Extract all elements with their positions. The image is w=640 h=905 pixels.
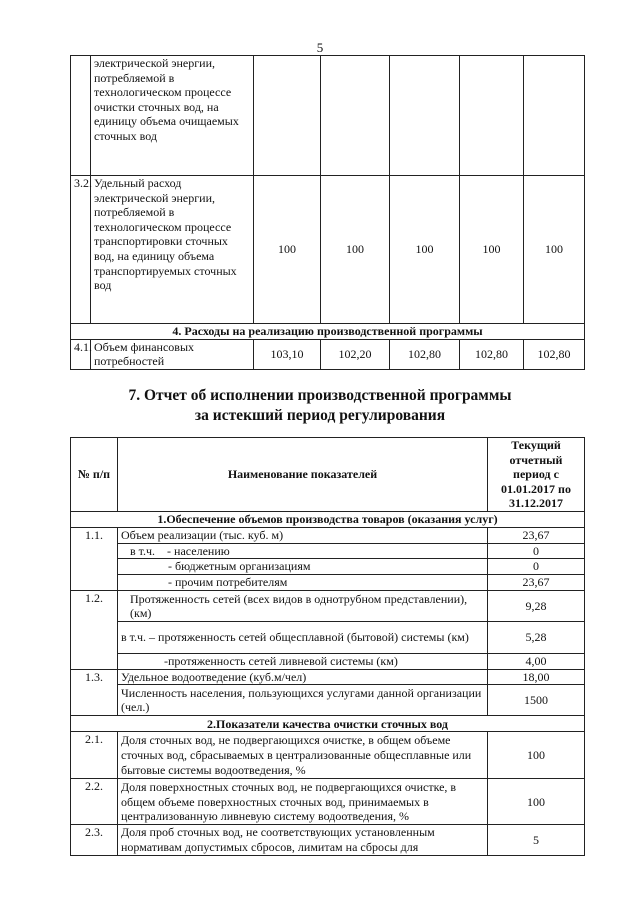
- cell-value: 0: [488, 559, 585, 575]
- page-number: 5: [316, 40, 324, 55]
- header-period: Текущий отчетный период с 01.01.2017 по 31.12.2017: [488, 438, 585, 512]
- table-row: [71, 654, 585, 670]
- cell-value: 102,20: [321, 339, 390, 369]
- cell-value: [460, 56, 524, 176]
- cell-value: 23,67: [488, 527, 585, 543]
- cell-value: 102,80: [460, 339, 524, 369]
- row-name: Доля поверхностных сточных вод, не подвергающихся очистке, в общем объеме поверхностных сточных вод, принимаемых в централизованную ливневую систему водоотведения, %: [118, 779, 488, 825]
- row-name: Удельное водоотведение (куб.м/чел): [118, 669, 488, 685]
- table-row: [71, 339, 585, 369]
- table-row: [71, 559, 585, 575]
- table-row: [71, 56, 585, 176]
- cell-value: 102,80: [390, 339, 460, 369]
- cell-value: [390, 56, 460, 176]
- table-row: [71, 779, 585, 825]
- section-title: 1.Обеспечение объемов производства товаров (оказания услуг): [71, 511, 585, 527]
- row-name: Объем реализации (тыс. куб. м): [118, 527, 488, 543]
- row-number: 1.2.: [71, 591, 118, 670]
- cell-value: 100: [460, 176, 524, 324]
- row-name: Объем финансовых потребностей: [91, 339, 254, 369]
- row-name: в т.ч. - населению: [118, 543, 488, 559]
- table-row: [71, 543, 585, 559]
- cell-value: 0: [488, 543, 585, 559]
- row-number: [71, 56, 91, 176]
- cell-value: 4,00: [488, 654, 585, 670]
- table-row: [71, 575, 585, 591]
- table-row: [71, 669, 585, 685]
- row-name: Удельный расход электрической энергии, потребляемой в технологическом процессе транспортировки сточных вод, на единицу объема транспортируемых сточных вод: [91, 176, 254, 324]
- table-row: [71, 622, 585, 654]
- row-number: 2.2.: [71, 779, 118, 825]
- cell-value: 103,10: [254, 339, 321, 369]
- section-title: 4. Расходы на реализацию производственной программы: [71, 324, 585, 340]
- cell-value: 5: [488, 825, 585, 855]
- table-row: [71, 685, 585, 716]
- table-row: [71, 825, 585, 855]
- row-name: Численность населения, пользующихся услугами данной организации (чел.): [118, 685, 488, 716]
- cell-value: [321, 56, 390, 176]
- row-number: 1.1.: [71, 527, 118, 591]
- section-heading: [0, 386, 640, 426]
- cell-value: 5,28: [488, 622, 585, 654]
- header-no: № п/п: [71, 438, 118, 512]
- row-name: - прочим потребителям: [118, 575, 488, 591]
- row-name: Доля проб сточных вод, не соответствующих установленным нормативам допустимых сбросов, лимитам на сбросы для: [118, 825, 488, 855]
- cell-value: [524, 56, 585, 176]
- cell-value: 100: [254, 176, 321, 324]
- header-name: Наименование показателей: [118, 438, 488, 512]
- row-name: Протяженность сетей (всех видов в однотрубном представлении), (км): [118, 591, 488, 622]
- table-row: [71, 732, 585, 779]
- cell-value: 100: [390, 176, 460, 324]
- row-name: - бюджетным организациям: [118, 559, 488, 575]
- cell-value: 100: [524, 176, 585, 324]
- cell-value: 102,80: [524, 339, 585, 369]
- row-number: 2.3.: [71, 825, 118, 855]
- table-row: [71, 176, 585, 324]
- section-row: [71, 716, 585, 732]
- cell-value: 9,28: [488, 591, 585, 622]
- row-number: 4.1.: [71, 339, 91, 369]
- table-row: [71, 591, 585, 622]
- section-row: [71, 324, 585, 340]
- heading-line: за истекший период регулирования: [194, 407, 446, 424]
- section-row: [71, 511, 585, 527]
- report-table: [70, 437, 585, 856]
- cell-value: 23,67: [488, 575, 585, 591]
- row-name: в т.ч. – протяженность сетей общесплавной (бытовой) системы (км): [118, 622, 488, 654]
- header-row: [71, 438, 585, 512]
- cell-value: 18,00: [488, 669, 585, 685]
- cell-value: 1500: [488, 685, 585, 716]
- cell-value: 100: [488, 779, 585, 825]
- row-name: -протяженность сетей ливневой системы (км): [118, 654, 488, 670]
- indicators-table-continued: [70, 55, 585, 370]
- row-number: 3.2.: [71, 176, 91, 324]
- cell-value: [254, 56, 321, 176]
- row-name: Доля сточных вод, не подвергающихся очистке, в общем объеме сточных вод, сбрасываемых в централизованные общесплавные или бытовые системы водоотведения, %: [118, 732, 488, 779]
- heading-line: 7. Отчет об исполнении производственной программы: [128, 387, 512, 404]
- section-title: 2.Показатели качества очистки сточных вод: [71, 716, 585, 732]
- row-number: 1.3.: [71, 669, 118, 716]
- row-name: электрической энергии, потребляемой в технологическом процессе очистки сточных вод, на единицу объема очищаемых сточных вод: [91, 56, 254, 176]
- table-row: [71, 527, 585, 543]
- cell-value: 100: [488, 732, 585, 779]
- row-number: 2.1.: [71, 732, 118, 779]
- cell-value: 100: [321, 176, 390, 324]
